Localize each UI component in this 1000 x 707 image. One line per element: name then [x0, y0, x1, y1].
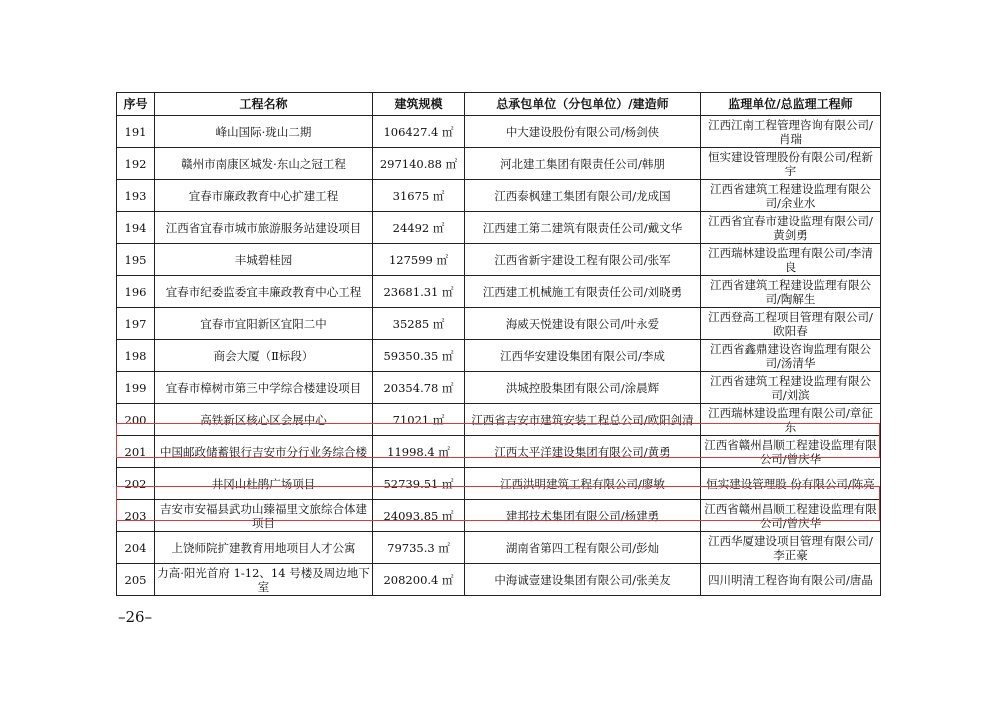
cell-project-name: 上饶师院扩建教育用地项目人才公寓: [155, 532, 373, 564]
cell-supervisor: 江西省建筑工程建设监理有限公司/刘滨: [701, 372, 881, 404]
cell-project-name: 江西省宜春市城市旅游服务站建设项目: [155, 212, 373, 244]
cell-building-scale: 52739.51 ㎡: [373, 468, 465, 500]
project-table: [116, 92, 881, 596]
cell-contractor: 建邦技术集团有限公司/杨建勇: [465, 500, 701, 532]
header-supervisor: 监理单位/总监理工程师: [701, 93, 881, 116]
cell-index: 195: [117, 244, 155, 276]
cell-contractor: 江西泰枫建工集团有限公司/龙成国: [465, 180, 701, 212]
cell-index: 191: [117, 116, 155, 148]
cell-building-scale: 79735.3 ㎡: [373, 532, 465, 564]
header-contractor: 总承包单位（分包单位）/建造师: [465, 93, 701, 116]
cell-supervisor: 四川明清工程咨询有限公司/唐晶: [701, 564, 881, 596]
cell-building-scale: 24492 ㎡: [373, 212, 465, 244]
cell-contractor: 江西建工第二建筑有限责任公司/戴文华: [465, 212, 701, 244]
cell-project-name: 吉安市安福县武功山臻福里文旅综合体建项目: [155, 500, 373, 532]
table-row: [117, 244, 881, 276]
cell-supervisor: 江西省赣州昌顺工程建设监理有限公司/曾庆华: [701, 500, 881, 532]
cell-building-scale: 127599 ㎡: [373, 244, 465, 276]
cell-index: 198: [117, 340, 155, 372]
cell-supervisor: 江西省建筑工程建设监理有限公司/余业水: [701, 180, 881, 212]
cell-index: 199: [117, 372, 155, 404]
cell-project-name: 宜春市廉政教育中心扩建工程: [155, 180, 373, 212]
cell-index: 202: [117, 468, 155, 500]
cell-index: 200: [117, 404, 155, 436]
cell-building-scale: 31675 ㎡: [373, 180, 465, 212]
cell-project-name: 峰山国际·珑山二期: [155, 116, 373, 148]
cell-contractor: 湖南省第四工程有限公司/彭灿: [465, 532, 701, 564]
cell-building-scale: 208200.4 ㎡: [373, 564, 465, 596]
cell-contractor: 洪城控股集团有限公司/涂晨辉: [465, 372, 701, 404]
table-row: [117, 148, 881, 180]
cell-contractor: 江西省新宇建设工程有限公司/张军: [465, 244, 701, 276]
table-row: [117, 308, 881, 340]
cell-project-name: 赣州市南康区城发·东山之冠工程: [155, 148, 373, 180]
cell-supervisor: 江西省鑫鼎建设咨询监理有限公司/汤清华: [701, 340, 881, 372]
cell-building-scale: 297140.88 ㎡: [373, 148, 465, 180]
table-row: [117, 500, 881, 532]
table-body: [117, 116, 881, 596]
project-table-container: [116, 92, 880, 596]
cell-supervisor: 江西江南工程管理咨询有限公司/肖瑞: [701, 116, 881, 148]
cell-building-scale: 59350.35 ㎡: [373, 340, 465, 372]
cell-project-name: 商会大厦（Ⅱ标段）: [155, 340, 373, 372]
cell-building-scale: 23681.31 ㎡: [373, 276, 465, 308]
header-project-name: 工程名称: [155, 93, 373, 116]
cell-contractor: 海威天悦建设有限公司/叶永爱: [465, 308, 701, 340]
table-row: [117, 468, 881, 500]
cell-supervisor: 恒实建设管理股份有限公司/程新宇: [701, 148, 881, 180]
cell-supervisor: 江西登高工程项目管理有限公司/欧阳春: [701, 308, 881, 340]
cell-contractor: 江西建工机械施工有限责任公司/刘晓勇: [465, 276, 701, 308]
table-row: [117, 404, 881, 436]
cell-contractor: 江西省吉安市建筑安装工程总公司/欧阳剑清: [465, 404, 701, 436]
cell-project-name: 井冈山杜鹃广场项目: [155, 468, 373, 500]
cell-contractor: 江西洪明建筑工程有限公司/廖敏: [465, 468, 701, 500]
cell-building-scale: 35285 ㎡: [373, 308, 465, 340]
page-number: –26–: [118, 608, 153, 626]
table-row: [117, 340, 881, 372]
cell-building-scale: 20354.78 ㎡: [373, 372, 465, 404]
cell-building-scale: 11998.4 ㎡: [373, 436, 465, 468]
cell-project-name: 力高·阳光首府 1-12、14 号楼及周边地下室: [155, 564, 373, 596]
cell-project-name: 中国邮政储蓄银行吉安市分行业务综合楼: [155, 436, 373, 468]
table-row: [117, 116, 881, 148]
table-row: [117, 180, 881, 212]
cell-contractor: 河北建工集团有限责任公司/韩朋: [465, 148, 701, 180]
cell-supervisor: 江西省赣州昌顺工程建设监理有限公司/曾庆华: [701, 436, 881, 468]
cell-supervisor: 江西省宜春市建设监理有限公司/黄剑勇: [701, 212, 881, 244]
table-row: [117, 436, 881, 468]
cell-index: 193: [117, 180, 155, 212]
cell-building-scale: 106427.4 ㎡: [373, 116, 465, 148]
cell-contractor: 中海诚壹建设集团有限公司/张美友: [465, 564, 701, 596]
table-row: [117, 276, 881, 308]
cell-index: 192: [117, 148, 155, 180]
cell-supervisor: 江西省建筑工程建设监理有限公司/陶解生: [701, 276, 881, 308]
table-row: [117, 564, 881, 596]
cell-building-scale: 24093.85 ㎡: [373, 500, 465, 532]
cell-project-name: 丰城碧桂园: [155, 244, 373, 276]
cell-index: 203: [117, 500, 155, 532]
cell-index: 194: [117, 212, 155, 244]
header-building-scale: 建筑规模: [373, 93, 465, 116]
cell-building-scale: 71021 ㎡: [373, 404, 465, 436]
table-row: [117, 212, 881, 244]
cell-project-name: 宜春市纪委监委宜丰廉政教育中心工程: [155, 276, 373, 308]
cell-contractor: 中大建设股份有限公司/杨剑侠: [465, 116, 701, 148]
cell-contractor: 江西太平洋建设集团有限公司/黄勇: [465, 436, 701, 468]
table-row: [117, 532, 881, 564]
cell-index: 204: [117, 532, 155, 564]
cell-supervisor: 恒实建设管理股 份有限公司/陈亮: [701, 468, 881, 500]
cell-index: 201: [117, 436, 155, 468]
cell-project-name: 宜春市宜阳新区宜阳二中: [155, 308, 373, 340]
cell-project-name: 宜春市樟树市第三中学综合楼建设项目: [155, 372, 373, 404]
cell-contractor: 江西华安建设集团有限公司/李成: [465, 340, 701, 372]
cell-supervisor: 江西华厦建设项目管理有限公司/李正豪: [701, 532, 881, 564]
cell-index: 205: [117, 564, 155, 596]
cell-supervisor: 江西瑞林建设监理有限公司/章征东: [701, 404, 881, 436]
cell-index: 197: [117, 308, 155, 340]
table-header-row: [117, 93, 881, 116]
cell-project-name: 高铁新区核心区会展中心: [155, 404, 373, 436]
cell-index: 196: [117, 276, 155, 308]
table-row: [117, 372, 881, 404]
header-index: 序号: [117, 93, 155, 116]
cell-supervisor: 江西瑞林建设监理有限公司/李清良: [701, 244, 881, 276]
